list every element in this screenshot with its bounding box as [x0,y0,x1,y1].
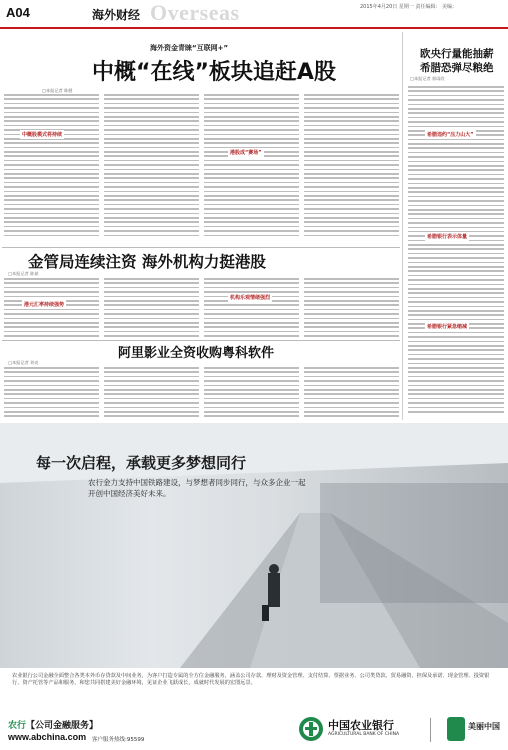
story4-col3-text [204,367,299,421]
story1-byline: □本报记者 陈健 [42,88,73,93]
story1-subhead-1: 中概股模式将持续 [22,132,63,138]
masthead-rule [0,27,508,29]
abc-logo [298,716,324,742]
story2-subhead-3: 希腊银行紧急缩减 [427,324,468,330]
story1-kicker: 海外资金青睐“互联网+” [150,44,229,52]
bank-name-en: AGRICULTURAL BANK OF CHINA [328,732,400,737]
section-rule [2,340,400,341]
story2-headline-2: 希腊恐弹尽粮绝 [420,62,494,74]
story1-headline: 中概“在线”板块追赶A股 [92,60,336,85]
story1-col3-text [204,94,299,244]
column-rule [402,32,403,420]
story4-byline: □本报记者 刘亮 [8,360,39,365]
story2-subhead-1: 希腊违约“压力山大” [427,132,474,138]
ad-footer [0,710,508,750]
story1-col4-text [304,94,399,244]
ad-url[interactable]: www.abchina.com [8,732,87,742]
story1-col2-text [104,94,199,244]
story2-subhead-2: 希腊银行表示体量 [427,234,468,240]
ad-body-text: 农业银行公司金融全面整合各类本外币存贷款及中间业务，为客户打造专属的全方位金融服务，涵盖公司存款、理财及资金管理、支付结算、票据业务、公司类贷款、贸易融资、担保及承诺、现金管理、投资银行、资产托管等产品和服务，和您共同搭建美好金融环境，见证企业飞跃成长，成就时代发展的宏图远景。 [12,673,490,687]
section-title-en: Overseas [150,0,240,25]
story3-headline: 金管局连续注资 海外机构力挺港股 [28,253,266,271]
story3-byline: □本报记者 陈斌 [8,271,39,276]
ad-brand [8,718,98,731]
story3-col3-text [204,278,299,340]
beautiful-china-logo [446,716,500,744]
abc-logo-icon [298,716,324,742]
masthead-meta: 2015年4月20日 星期一 责任编辑： 美编： [360,4,458,10]
story3-col2-text [104,278,199,340]
story3-col1-text [4,278,99,340]
masthead [0,0,508,28]
story1-subhead-2: 港股成“赛场” [230,150,262,156]
story2-byline: □本报记者 郭雨欣 [410,76,445,81]
ad-brand-tag: 【公司金融服务】 [26,721,99,731]
story4-col1-text [4,367,99,421]
ad-brand-name: 农行 [8,721,27,731]
story3-col4-text [304,278,399,340]
story4-col4-text [304,367,399,421]
ad-hotline: 客户服务热线:95599 [92,737,145,743]
ad-subline-2: 开创中国经济美好未来。 [88,489,171,498]
ad-subline-1: 农行金力支持中国铁路建设，与梦想者同步同行，与众多企业一起 [88,478,306,487]
story3-subhead-1: 港元汇率持续强势 [24,302,65,308]
story1-col1-text [4,94,99,244]
bank-name-cn: 中国农业银行 [328,719,394,732]
story4-col2-text [104,367,199,421]
section-rule [2,247,400,248]
section-title: 海外财经 [92,8,141,22]
story2-headline: 欧央行量能抽薪 [420,48,494,60]
footer-divider [430,718,431,742]
page-number: A04 [6,5,30,20]
ad-headline: 每一次启程，承载更多梦想同行 [36,454,247,472]
stamp-icon [446,716,466,742]
stamp-text: 美丽中国 [468,722,500,731]
ad-subline [88,477,348,499]
story3-subhead-2: 机构乐观情绪强烈 [230,295,271,301]
story4-headline: 阿里影业全资收购粤科软件 [118,346,275,361]
